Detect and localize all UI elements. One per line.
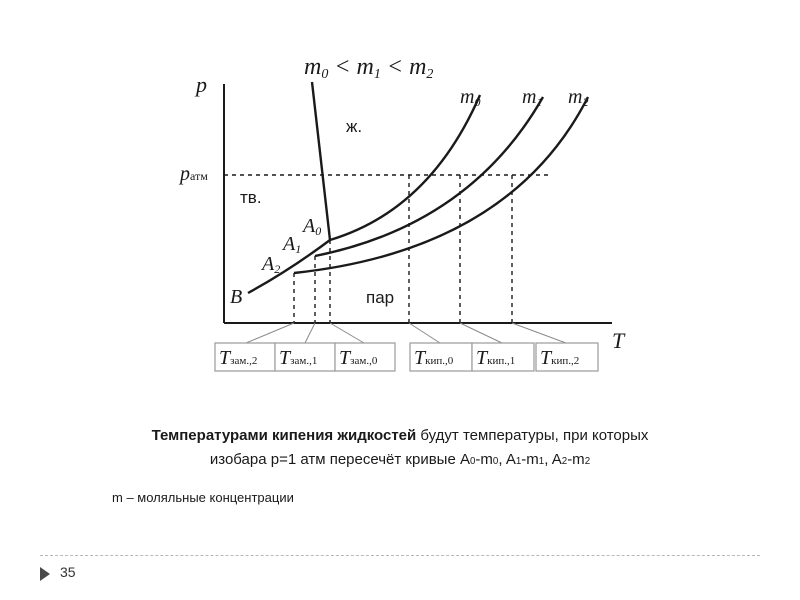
caption [0,424,800,474]
curve-m2-label: m2 [568,86,589,109]
molality-note: m – моляльные концентрации [112,490,294,505]
point-A0-label: A0 [303,215,322,238]
footer-divider [40,555,760,556]
region-solid-label: тв. [240,188,262,207]
concentration-order-title: m0 < m1 < m2 [304,54,434,82]
curve-m2 [294,97,588,273]
region-liquid-label: ж. [346,117,363,136]
point-B-label: B [230,286,243,308]
box-label-zam-1: Tзам.,1 [279,347,318,369]
page-number: 35 [60,564,76,580]
footer-arrow-icon [40,567,50,581]
caption-rest: будут температуры, при которых [416,427,649,444]
region-vapor-label: пар [366,288,395,307]
caption-line-1 [0,424,800,448]
p-axis-label: p [196,72,207,97]
box-label-kip-2: Tкип.,2 [540,347,580,369]
curve-m1-label: m1 [522,86,543,109]
box-label-kip-0: Tкип.,0 [414,347,454,369]
curve-m0-label: m0 [460,86,481,109]
point-A1-label: A1 [283,233,302,256]
box-label-kip-1: Tкип.,1 [476,347,516,369]
p-atm-label: pатм [180,163,208,185]
caption-line-2: изобара p=1 атм пересечёт кривые A0-m0, A1-m1, A2-m2 [209,451,591,468]
point-A2-label: A2 [262,253,281,276]
box-label-zam-0: Tзам.,0 [339,347,378,369]
T-axis-label: T [612,328,625,353]
box-connectors [246,323,566,343]
caption-bold: Температурами кипения жидкостей [151,427,417,444]
box-label-zam-2: Tзам.,2 [219,347,258,369]
projection-lines [294,175,512,323]
